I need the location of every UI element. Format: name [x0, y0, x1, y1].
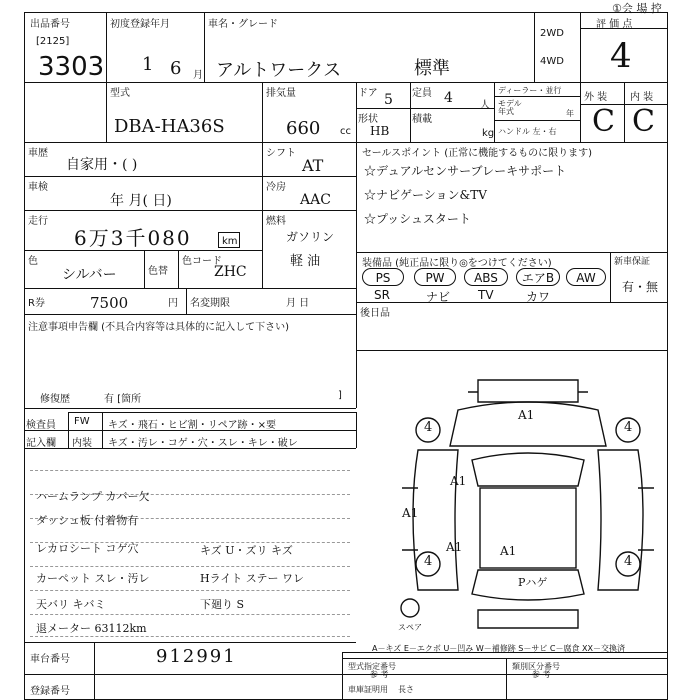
cert-label: 車庫証明用: [348, 685, 388, 694]
recycle-label: R券: [28, 298, 45, 309]
note-3: レカロシート コゲ穴: [36, 542, 139, 555]
drive-2wd: 2WD: [540, 28, 564, 39]
equip-navi: ナビ: [426, 290, 451, 304]
capacity-value: 4: [444, 90, 453, 106]
inspector-label: 検査員: [26, 420, 56, 431]
venue-label: ①会 場 控: [612, 2, 662, 15]
damage-a1-roof: A1: [500, 544, 517, 558]
note2-1: キズ U・ズリ キズ: [200, 544, 293, 557]
note2-2: Hライト ステー ワレ: [200, 572, 305, 585]
interior-items: キズ・汚レ・コゲ・穴・スレ・キレ・破レ: [108, 438, 298, 449]
notes-label: 注意事項申告欄 (不具合内容等は具体的に記入して下さい): [28, 322, 289, 333]
lot-sub: [2125]: [36, 36, 70, 47]
mileage-label: 走行: [28, 216, 48, 227]
reg-month: 6: [170, 58, 182, 79]
first-reg-label: 初度登録年月: [110, 19, 170, 30]
equip-sr: SR: [374, 288, 390, 302]
writer-label: 記入欄: [26, 438, 56, 449]
exterior-value: C: [592, 104, 615, 139]
eval-label: 評 価 点: [596, 19, 633, 30]
note-6: 退メーター 63112km: [36, 622, 147, 635]
shape-value: HB: [370, 124, 390, 138]
reg-label: 登録番号: [30, 686, 70, 697]
history-value: 自家用・( ): [66, 157, 138, 173]
equip-tv: TV: [478, 288, 494, 302]
shift-value: AT: [302, 156, 324, 175]
note-5: 天バリ キバミ: [36, 598, 106, 611]
meigi-value: 月 日: [286, 298, 310, 309]
disp-value: 660: [286, 118, 321, 139]
color-no-label: 色替: [148, 266, 168, 277]
equipment-label: 装備品 (純正品に限り◎をつけてください): [362, 258, 552, 269]
ac-label: 冷房: [266, 182, 286, 193]
chassis-label: 車台番号: [30, 654, 70, 665]
eval-score: 4: [610, 36, 632, 76]
model-label: 車名・グレード: [208, 19, 278, 30]
rear-label: 後日品: [360, 308, 390, 319]
mileage-value: 6万3千080: [74, 226, 192, 250]
door-value: 5: [384, 92, 393, 108]
selling-label: セールスポイント (正常に機能するものに限ります): [362, 148, 593, 159]
category-ref: 参 考: [532, 670, 551, 679]
note2-3: 下廻り S: [200, 598, 245, 611]
damage-a1-side: A1: [402, 506, 419, 520]
reg-year: 1: [142, 54, 154, 75]
lot-label: 出品番号: [30, 19, 70, 30]
fuel-diesel: 軽 油: [290, 254, 321, 269]
recycle-yen: 円: [168, 298, 178, 309]
mileage-km: km: [222, 236, 238, 247]
category-label: 類別区分番号: [512, 662, 560, 671]
equip-leather: カワ: [526, 290, 551, 304]
repair-label: 修復歴: [40, 394, 70, 405]
equip-abs: ABS: [464, 268, 508, 286]
fw-label: FW: [74, 416, 90, 427]
month-unit: 月: [193, 70, 203, 81]
color-label: 色: [28, 256, 38, 267]
selling-point-1: ☆デュアルセンサーブレーキサポート: [364, 164, 567, 178]
recycle-value: 7500: [90, 294, 129, 312]
interior-value: C: [632, 104, 655, 139]
selling-point-2: ☆ナビゲーション&TV: [364, 188, 487, 202]
damage-a1-hood: A1: [450, 474, 467, 488]
ac-value: AAC: [300, 192, 331, 208]
damage-a1-door: A1: [446, 540, 463, 554]
selling-point-3: ☆プッシュスタート: [364, 212, 471, 226]
grade: 標準: [414, 58, 450, 79]
shaken-label: 車検: [28, 182, 48, 193]
model-year-label: モデル年式: [498, 99, 522, 116]
tyre-fr: 4: [624, 420, 633, 435]
dealer-label: ディーラー・並行: [498, 86, 562, 95]
color-code-label: 色コード: [182, 256, 222, 267]
disp-cc: cc: [340, 126, 351, 137]
history-label: 車歴: [28, 148, 48, 159]
capacity-label: 定員: [412, 88, 432, 99]
year-unit: 年: [566, 109, 574, 118]
equip-airbag: エアB: [516, 268, 560, 286]
model-name: アルトワークス: [216, 60, 342, 81]
fuel-value: ガソリン: [286, 230, 335, 244]
tyre-fl: 4: [424, 420, 433, 435]
drive-4wd: 4WD: [540, 56, 564, 67]
damage-a1-front: A1: [518, 408, 535, 422]
color-value: シルバー: [62, 267, 117, 283]
warranty-value: 有・無: [622, 280, 659, 294]
equip-pw: PW: [414, 268, 456, 286]
exterior-label: 外 装: [584, 92, 608, 103]
note-2: ダッシュ板 付着物有: [36, 514, 139, 527]
equip-aw: AW: [566, 268, 606, 286]
disp-label: 排気量: [266, 88, 296, 99]
color-code-value: ZHC: [214, 264, 247, 280]
meigi-label: 名変期限: [190, 298, 230, 309]
shift-label: シフト: [266, 148, 296, 159]
equip-ps: PS: [362, 268, 404, 286]
person-unit: 人: [480, 100, 490, 111]
type-spec-label: 型式指定番号: [348, 662, 396, 671]
shape-label: 形状: [358, 114, 378, 125]
tyre-rr: 4: [624, 554, 633, 569]
lot-number: 3303: [38, 52, 105, 82]
tyre-rl: 4: [424, 554, 433, 569]
length-label: 長さ: [398, 685, 414, 694]
fw-items: キズ・飛石・ヒビ割・リペア跡・×要: [108, 420, 276, 431]
legend: A－キズ E－エクボ U－凹み W－補修跡 S－サビ C－腐食 XX－交換済: [372, 644, 626, 653]
chassis-value: 912991: [156, 646, 237, 667]
type-value: DBA-HA36S: [114, 116, 225, 137]
spare-label: スペア: [398, 623, 422, 632]
note-4: カーペット スレ・汚レ: [36, 572, 150, 585]
type-label: 型式: [110, 88, 130, 99]
load-label: 積載: [412, 114, 432, 125]
p-note: Pハゲ: [518, 576, 548, 589]
interior-label: 内 装: [630, 92, 654, 103]
repair-value: 有 [箇所: [104, 394, 142, 405]
door-label: ドア: [358, 88, 378, 99]
shaken-value: 年 月( 日): [110, 193, 172, 209]
handle-label: ハンドル 左・右: [498, 127, 557, 136]
load-kg: kg: [482, 128, 495, 139]
repair-close: ]: [338, 390, 342, 401]
new-car-label: 新車保証: [614, 257, 651, 267]
interior-insp-label: 内装: [72, 438, 92, 449]
fuel-label: 燃料: [266, 216, 286, 227]
note-1: ハームランプ カバー欠: [36, 490, 150, 503]
type-spec-ref: 参 考: [370, 670, 389, 679]
